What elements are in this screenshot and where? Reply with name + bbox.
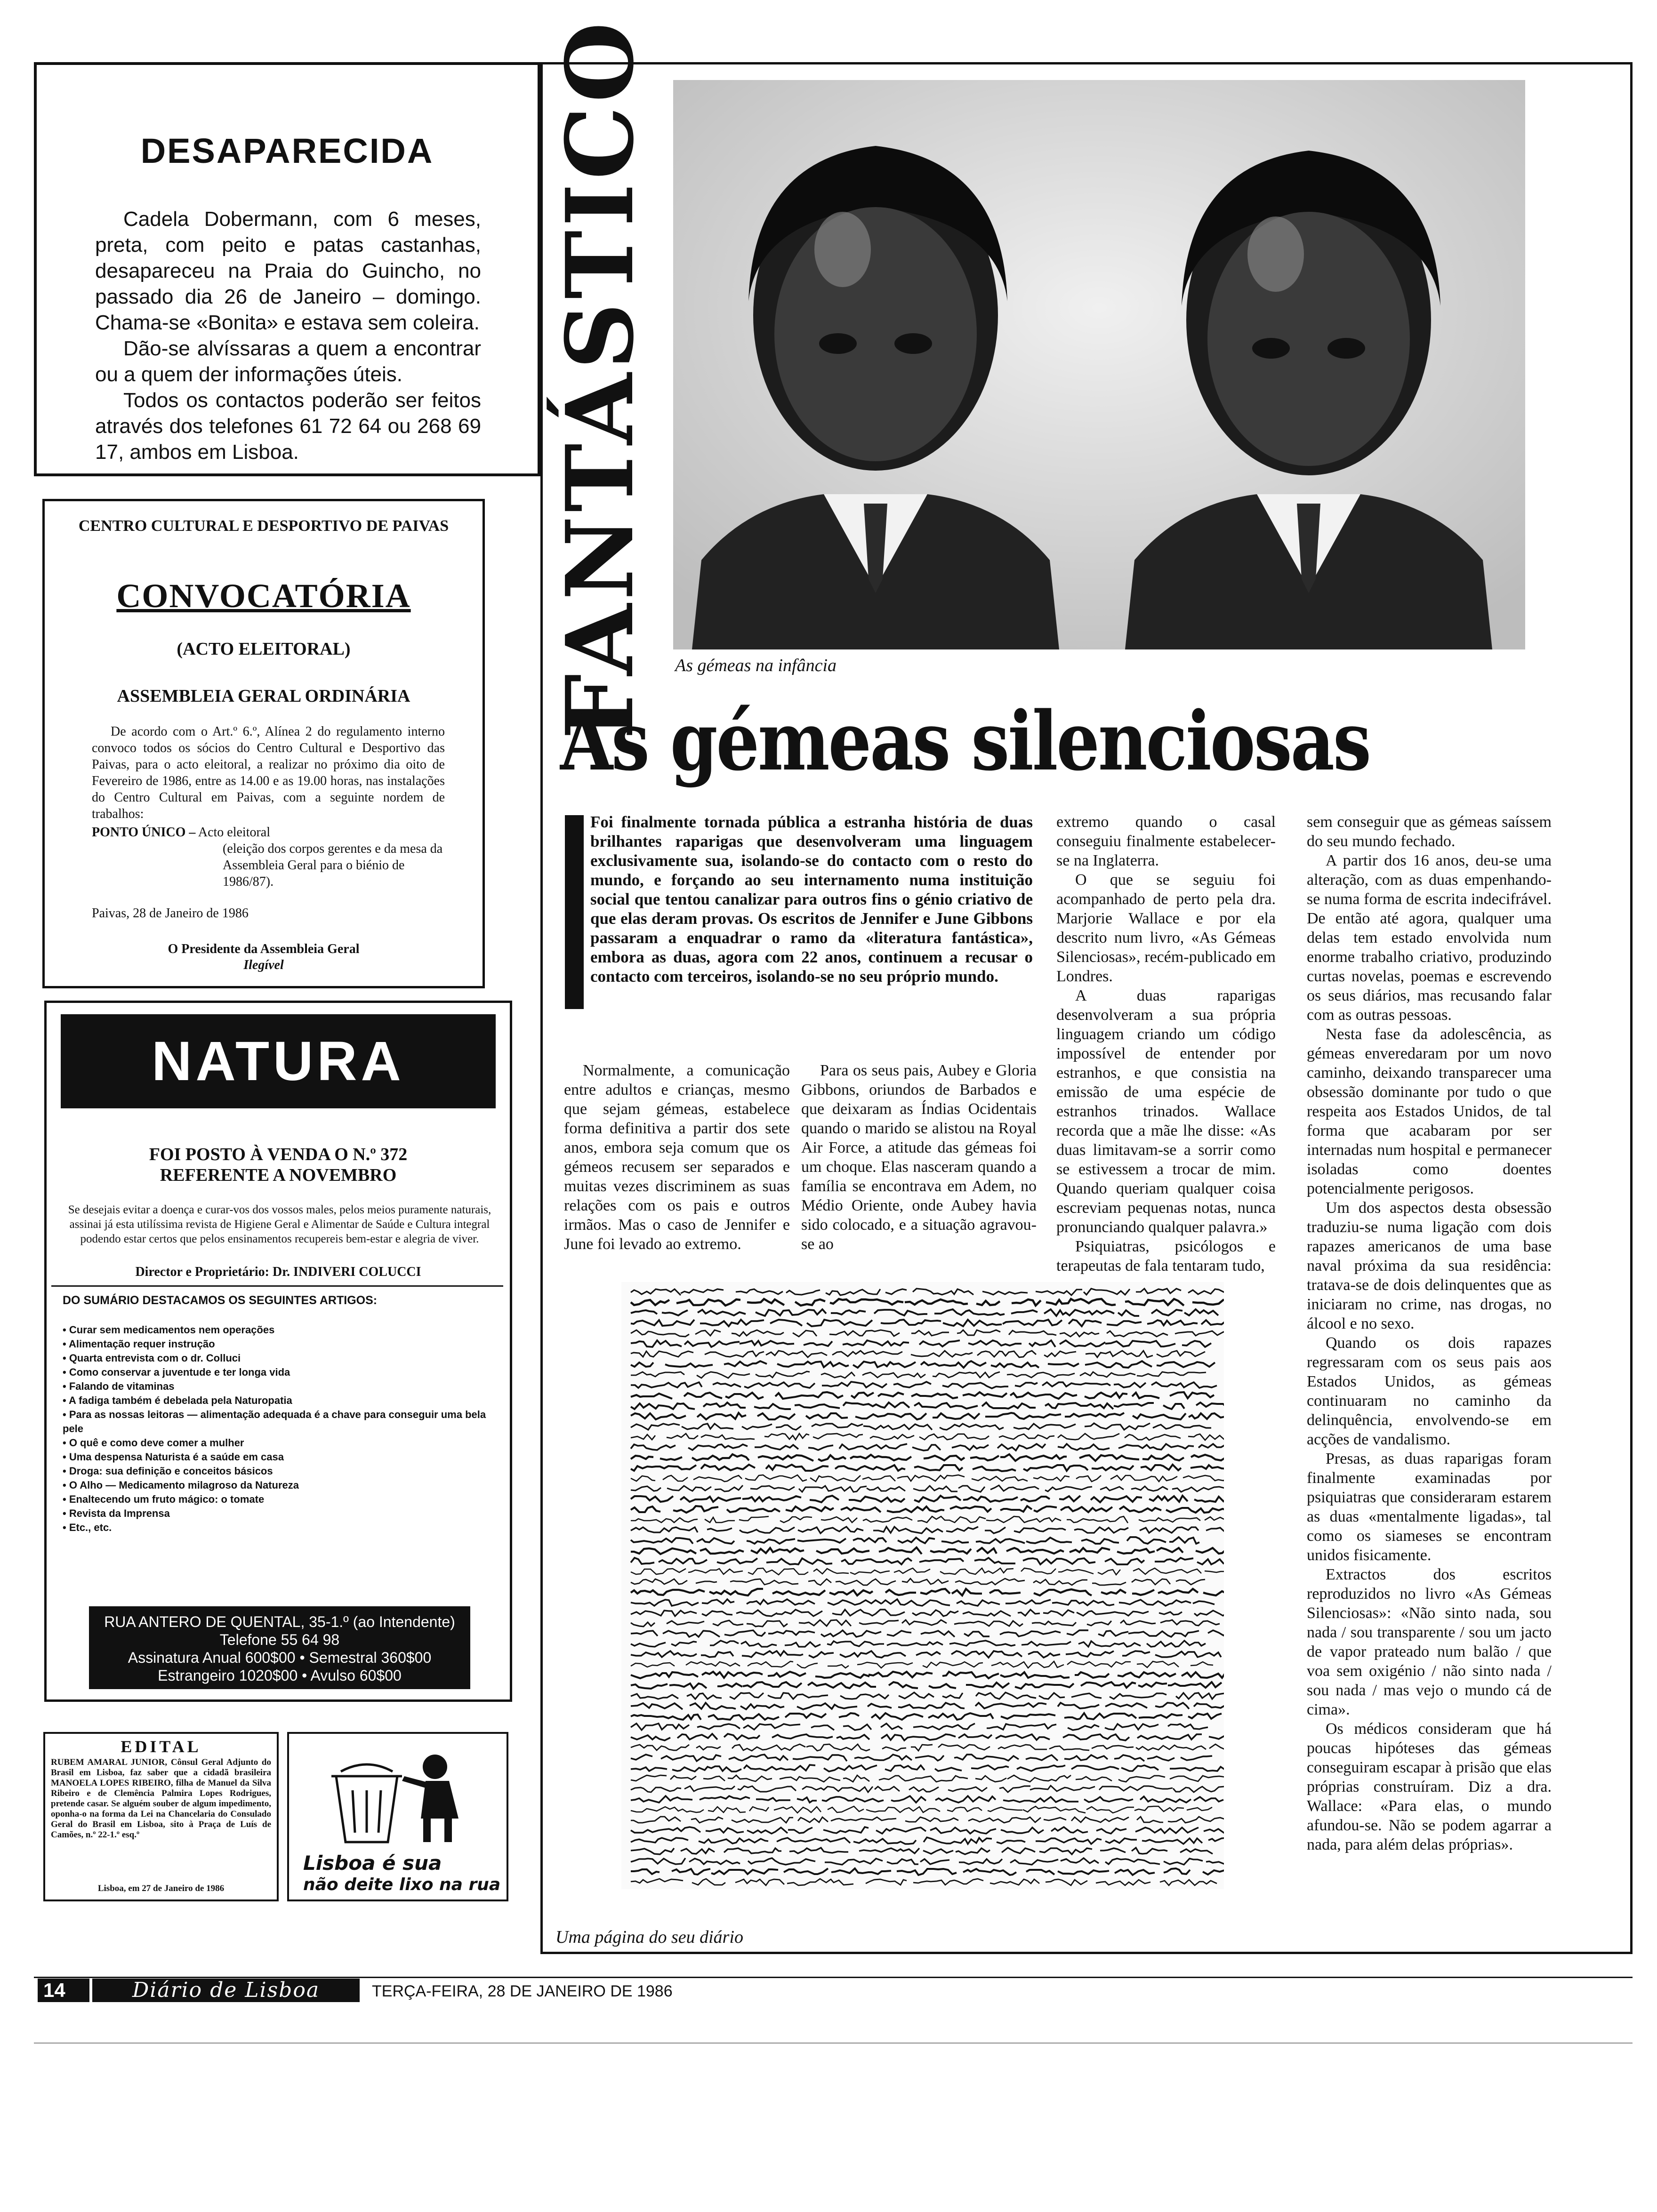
lead-drop-bar: [565, 815, 584, 1009]
handwriting-line: [631, 1403, 1224, 1409]
desaparecida-p3: Todos os contactos poderão ser feitos através dos telefones 61 72 64 ou 268 69 17, ambos em Lisboa.: [95, 389, 481, 464]
article-lead: Foi finalmente tornada pública a estranha história de duas brilhantes raparigas que desenvolveram uma linguagem exclusivamente sua, isolando-se do contacto com o resto do mundo, e forçando ao seu internamento numa instituição social que tentou canalizar para outros fins o génio criativo de que elas deram provas. Os escritos de Jennifer e June Gibbons passaram a enquadrar o ramo da «literatura fantástica», embora as duas, agora com 22 anos, continuem a recusar o contacto com terceiros, isolando-se no seu próprio mundo.: [590, 813, 1033, 986]
handwriting-line: [631, 1682, 1222, 1689]
section-title-wrap: [546, 18, 654, 739]
natura-addr3: Assinatura Anual 600$00 • Semestral 360$00: [128, 1649, 432, 1666]
handwriting-line: [631, 1630, 1224, 1637]
lixo-ad: [287, 1732, 508, 1901]
col4-p7: Extractos dos escritos reproduzidos no livro «As Gémeas Silenciosas»: «Não sinto nada, sou nada / sou transparente / sou um jacto de vapor prateado num balão / que voa sem oxigénio / não sinto nada / sou nada / mas vejo o mundo cá de cima».: [1307, 1566, 1552, 1718]
handwriting-line: [631, 1351, 1205, 1357]
natura-h2: REFERENTE A NOVEMBRO: [160, 1165, 397, 1185]
footer-page-number: 14: [38, 1979, 89, 2002]
col4-p1: sem conseguir que as gémeas saíssem do seu mundo fechado.: [1307, 813, 1552, 850]
handwriting-line: [631, 1734, 1224, 1740]
desaparecida-ad: [34, 62, 540, 476]
handwriting-line: [631, 1516, 1224, 1523]
photo-caption: As gémeas na infância: [675, 656, 837, 675]
col4-p4: Um dos aspectos desta obsessão traduziu-se numa ligação com dois rapazes americanos de uma base naval próxima da sua residência: tratava-se de dois delinquentes que as iniciaram no crime, nas drogas, no álcool e no sexo.: [1307, 1199, 1552, 1332]
handwriting-line: [631, 1703, 1224, 1709]
handwriting-line: [631, 1434, 1224, 1440]
handwriting-line: [631, 1547, 1224, 1554]
handwriting-line: [631, 1713, 1222, 1720]
natura-address-bar: [89, 1606, 470, 1689]
handwriting-line: [631, 1723, 1208, 1730]
handwriting-line: [631, 1537, 1199, 1544]
handwriting-line: [631, 1496, 1224, 1502]
handwriting-line: [631, 1382, 1217, 1388]
convocatoria-assembly: ASSEMBLEIA GERAL ORDINÁRIA: [117, 686, 410, 706]
handwriting-line: [631, 1568, 1224, 1575]
section-title: FANTÁSTICO: [546, 18, 654, 739]
handwriting-line: [631, 1786, 1224, 1792]
edital-ad: [43, 1732, 279, 1901]
col3-p2: O que se seguiu foi acompanhado de perto pela dra. Marjorie Wallace e por ela descrito num livro, «As Gémeas Silenciosas», recém-publicado em Londres.: [1056, 871, 1276, 985]
handwriting-line: [631, 1320, 1224, 1326]
desaparecida-title: DESAPARECIDA: [140, 131, 434, 170]
edital-body: RUBEM AMARAL JUNIOR, Cônsul Geral Adjunto do Brasil em Lisboa, faz saber que a cidadã brasileira MANOELA LOPES RIBEIRO, filha de Manuel da Silva Ribeiro e de Clemência Palmira Lopes Rodrigues, pretende casar. Se alguém souber de algum impedimento, oponha-o na forma da Lei na Chancelaria do Consulado Geral do Brasil em Lisboa, sito à Praça de Luís de Camões, n.º 22-1.º esq.º: [51, 1757, 271, 1840]
twins-photo-image: [673, 80, 1525, 649]
article-col2: [801, 1061, 1037, 1254]
list-item: • Como conservar a juventude e ter longa vida: [63, 1366, 290, 1378]
handwriting-line: [631, 1837, 1224, 1844]
list-item: • Quarta entrevista com o dr. Colluci: [63, 1352, 241, 1364]
handwriting-line: [631, 1579, 1205, 1585]
handwriting-line: [631, 1610, 1224, 1616]
diary-page-image: [621, 1282, 1224, 1889]
natura-addr1: RUA ANTERO DE QUENTAL, 35-1.º (ao Intendente): [104, 1613, 455, 1630]
list-item: • Para as nossas leitoras — alimentação adequada é a chave para conseguir uma bela pele: [63, 1409, 486, 1435]
handwriting-line: [631, 1765, 1224, 1771]
convocatoria-title: CONVOCATÓRIA: [116, 577, 411, 615]
footer-date: TERÇA-FEIRA, 28 DE JANEIRO DE 1986: [372, 1982, 673, 2000]
list-item: • Curar sem medicamentos nem operações: [63, 1324, 275, 1336]
list-item: • O quê e como deve comer a mulher: [63, 1437, 244, 1449]
lixo-line2: não deite lixo na rua: [303, 1875, 501, 1894]
col4-p8: Os médicos consideram que há poucas hipóteses das gémeas conseguiram escapar à prisão que elas próprias construíram. Diz a dra. Wallace: «Para elas, o mundo afundou-se. Não se podem agarrar a nada, para além delas próprias».: [1307, 1720, 1552, 1853]
natura-rule: [51, 1285, 503, 1287]
convocatoria-body: De acordo com o Art.º 6.º, Alínea 2 do regulamento interno convoco todos os sócios do Centro Cultural e Desportivo das Paivas, para o acto eleitoral, a realizar no próximo dia oito de Fevereiro de 1986, entre as 14.00 e as 19.00 horas, nas instalações do Centro Cultural em Paivas, com a seguinte nordem de trabalhos:: [92, 724, 445, 821]
natura-h1: FOI POSTO À VENDA O N.º 372: [149, 1145, 408, 1164]
handwriting-line: [631, 1454, 1224, 1461]
list-item: • Enaltecendo um fruto mágico: o tomate: [63, 1493, 265, 1505]
natura-title-bar: [61, 1014, 496, 1108]
convocatoria-point: [92, 824, 450, 890]
handwriting-line: [631, 1289, 1224, 1295]
convocatoria-date: Paivas, 28 de Janeiro de 1986: [92, 906, 249, 921]
col4-p6: Presas, as duas raparigas foram finalmente examinadas por psiquiatras que consideraram estarem as duas «mentalmente ligadas», tal como os siameses se encontram unidos fisicamente.: [1307, 1450, 1552, 1564]
col3-p3: A duas raparigas desenvolveram a sua própria linguagem criando um código impossível de entender por estranhos, e que consistia na emissão de uma espécie de estranhos trinados. Wallace recorda que a mãe lhe disse: «As duas limitavam-se a sorrir como se estivessem a trocar de mim. Quando queriam qualquer coisa escreviam pequenas notas, nunca pronunciando qualquer palavra.»: [1056, 987, 1276, 1236]
col2-text: Para os seus pais, Aubey e Gloria Gibbons, oriundos de Barbados e que deixaram as Índias Ocidentais quando o marido se alistou na Royal Air Force, a atitude das gémeas foi um choque. Elas nasceram quando a família se encontrava em Adem, no Médio Oriente, onde Aubey havia sido colocado, e a situação agravou-se ao: [801, 1062, 1037, 1253]
desaparecida-body: [95, 206, 481, 465]
handwriting-line: [631, 1641, 1206, 1647]
handwriting-line: [631, 1444, 1224, 1451]
edital-date: Lisboa, em 27 de Janeiro de 1986: [97, 1883, 225, 1893]
article-col3: [1056, 812, 1276, 1275]
list-item: • Alimentação requer instrução: [63, 1338, 215, 1350]
handwriting-line: [631, 1299, 1224, 1306]
natura-title: NATURA: [152, 1030, 405, 1092]
footer-masthead: Diário de Lisboa: [92, 1979, 360, 2002]
convocatoria-point-text: Acto eleitoral: [198, 825, 271, 840]
article-col4: [1307, 812, 1552, 1854]
list-item: • Droga: sua definição e conceitos básicos: [63, 1465, 273, 1477]
handwriting-line: [631, 1672, 1224, 1678]
handwriting-line: [631, 1744, 1224, 1751]
handwriting-line: [631, 1475, 1224, 1482]
handwriting-line: [631, 1371, 1206, 1378]
bottom-rule: [34, 2043, 1633, 2044]
handwriting-line: [631, 1558, 1224, 1564]
list-item: • Etc., etc.: [63, 1522, 112, 1533]
handwriting-line: [631, 1868, 1224, 1875]
natura-addr2: Telefone 55 64 98: [219, 1631, 340, 1648]
col4-p3: Nesta fase da adolescência, as gémeas enveredaram por um novo caminho, deixando transparecer uma obsessão dominante por tudo o que respeita aos Estados Unidos, de tal forma que acabaram por ser internadas num hospital e permanecer isoladas como doentes potencialmente perigosos.: [1307, 1026, 1552, 1197]
list-item: • Revista da Imprensa: [63, 1507, 170, 1519]
natura-director: Director e Proprietário: Dr. INDIVERI COLUCCI: [135, 1265, 421, 1279]
natura-ad: [44, 1001, 512, 1702]
desaparecida-p2: Dão-se alvíssaras a quem a encontrar ou a quem der informações úteis.: [95, 337, 481, 386]
handwriting-line: [631, 1340, 1211, 1347]
list-item: • Uma despensa Naturista é a saúde em casa: [63, 1451, 284, 1463]
handwriting-line: [631, 1330, 1224, 1337]
handwriting-line: [631, 1858, 1224, 1865]
convocatoria-ad: [42, 499, 485, 988]
handwriting-line: [631, 1806, 1212, 1813]
convocatoria-sign1: O Presidente da Assembleia Geral: [168, 942, 360, 956]
handwriting-line: [631, 1827, 1224, 1834]
diary-handwriting: [621, 1282, 1224, 1889]
handwriting-line: [631, 1485, 1224, 1492]
handwriting-line: [631, 1796, 1223, 1803]
handwriting-line: [631, 1392, 1214, 1399]
natura-items: [63, 1323, 486, 1535]
handwriting-line: [631, 1506, 1224, 1513]
col3-p4: Psiquiatras, psicólogos e terapeutas de fala tentaram tudo,: [1056, 1238, 1276, 1274]
handwriting-line: [631, 1755, 1212, 1761]
headline: As gémeas silenciosas: [560, 693, 1370, 789]
handwriting-line: [631, 1651, 1221, 1658]
article-col1: [564, 1061, 790, 1254]
col3-p1: extremo quando o casal conseguiu finalmente estabelecer-se na Inglaterra.: [1056, 813, 1276, 869]
handwriting-line: [631, 1775, 1224, 1782]
handwriting-line: [631, 1309, 1218, 1316]
handwriting-line: [631, 1848, 1213, 1854]
handwriting-line: [631, 1413, 1224, 1419]
handwriting-line: [631, 1692, 1224, 1699]
convocatoria-org: CENTRO CULTURAL E DESPORTIVO DE PAIVAS: [78, 517, 449, 535]
handwriting-line: [631, 1817, 1224, 1823]
col4-p2: A partir dos 16 anos, deu-se uma alteração, com as duas empenhando-se numa forma de escrita indecifrável. De então até agora, qualquer uma delas tem estado envolvida num enorme trabalho criativo, produzindo curtas novelas, poemas e escrevendo os seus diários, mas recusando falar com as outras pessoas.: [1307, 852, 1552, 1024]
handwriting-line: [631, 1465, 1224, 1471]
handwriting-line: [631, 1423, 1211, 1430]
handwriting-line: [631, 1589, 1224, 1595]
col4-p5: Quando os dois rapazes regressaram com os seus pais aos Estados Unidos, as gémeas continuaram no caminho da delinquência, envolvendo-se em acções de vandalismo.: [1307, 1334, 1552, 1448]
desaparecida-p1: Cadela Dobermann, com 6 meses, preta, com peito e patas castanhas, desapareceu na Praia do Guincho, no passado dia 26 de Janeiro – domingo. Chama-se «Bonita» e estava sem coleira.: [95, 208, 481, 334]
convocatoria-point-label: PONTO ÚNICO –: [92, 825, 196, 840]
handwriting-line: [631, 1599, 1215, 1606]
edital-title: EDITAL: [121, 1737, 201, 1756]
col1-text: Normalmente, a comunicação entre adultos e crianças, mesmo que sejam gémeas, estabelece forma definitiva a partir dos sete anos, embora seja comum que os gémeos recusem ser separados e muitas vezes discriminem as suas relações com os pais e outros irmãos. Mas o caso de Jennifer e June foi levado ao extremo.: [564, 1062, 790, 1253]
twins-photo: [673, 80, 1525, 649]
lixo-line1: Lisboa é sua: [303, 1851, 442, 1875]
trash-can-illustration: [308, 1743, 487, 1847]
handwriting-line: [631, 1361, 1215, 1368]
list-item: • Falando de vitaminas: [63, 1380, 175, 1392]
natura-body: Se desejais evitar a doença e curar-vos dos vossos males, pelos meios puramente naturais, assinai já esta utilíssima revista de Higiene Geral e Alimentar de Saúde e Cultura integral podendo estar certos que pelos ensinamentos recupereis bem-estar e alegria de viver.: [68, 1203, 491, 1245]
handwriting-line: [631, 1620, 1220, 1627]
handwriting-line: [631, 1527, 1224, 1533]
diary-caption: Uma página do seu diário: [555, 1927, 743, 1947]
list-item: • A fadiga também é debelada pela Naturopatia: [63, 1395, 292, 1406]
convocatoria-point-detail: (eleição dos corpos gerentes e da mesa da Assembleia Geral para o biénio de 1986/87).: [223, 842, 443, 889]
list-item: • O Alho — Medicamento milagroso da Natureza: [63, 1479, 299, 1491]
convocatoria-sign2: Ilegível: [243, 958, 284, 972]
natura-addr4: Estrangeiro 1020$00 • Avulso 60$00: [158, 1667, 402, 1684]
natura-summary-title: DO SUMÁRIO DESTACAMOS OS SEGUINTES ARTIGOS:: [63, 1294, 378, 1307]
handwriting-line: [631, 1661, 1213, 1668]
handwriting-line: [631, 1879, 1217, 1885]
convocatoria-subtitle: (ACTO ELEITORAL): [177, 639, 351, 659]
